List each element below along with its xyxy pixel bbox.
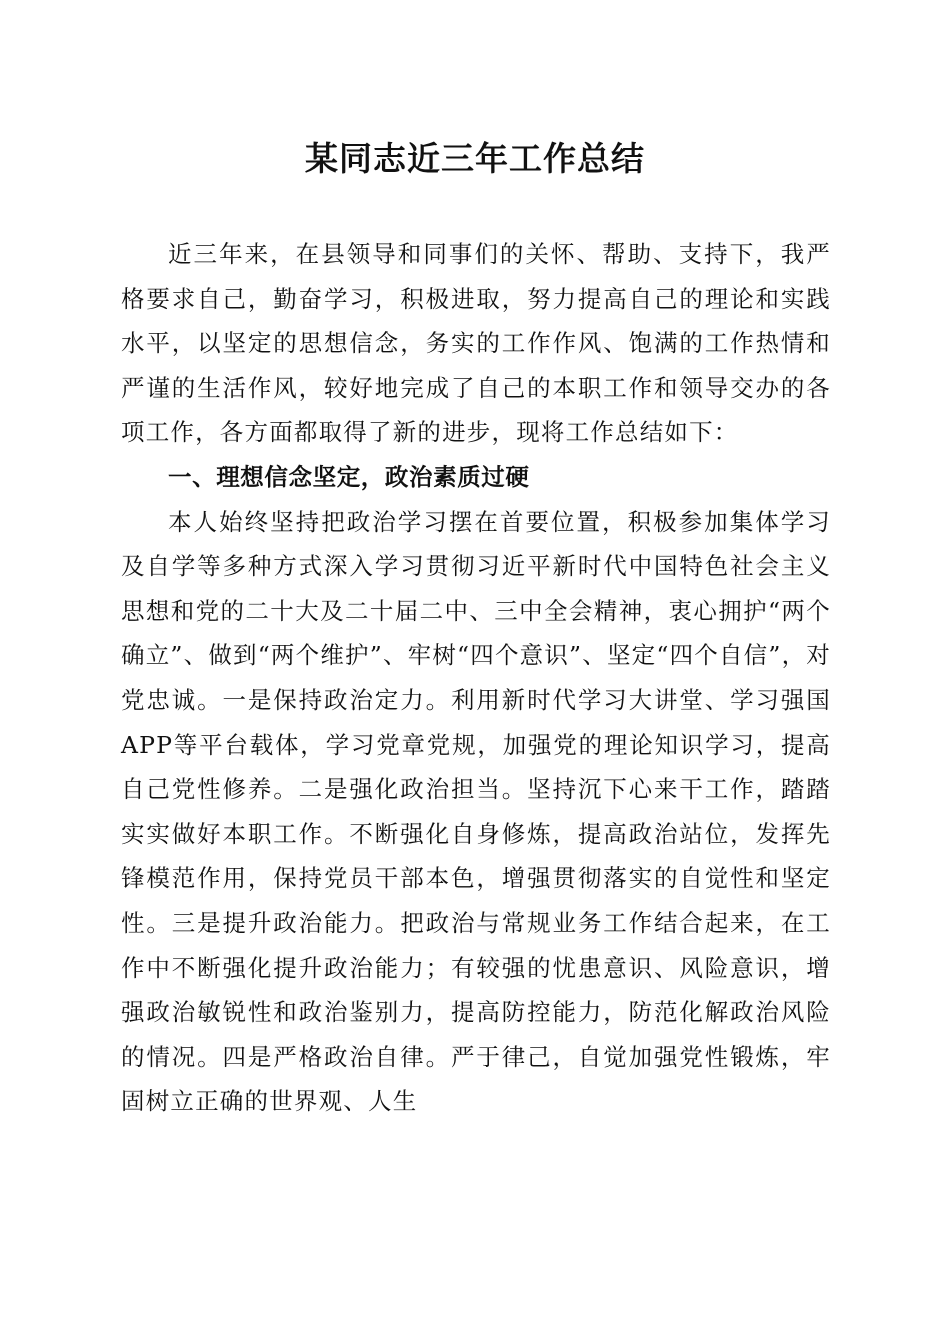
section-paragraph: 本人始终坚持把政治学习摆在首要位置，积极参加集体学习及自学等多种方式深入学习贯彻习近平新时代中国特色社会主义思想和党的二十大及二十届二中、三中全会精神，衷心拥护“两个确立”、做到“两个维护”、牢树“四个意识”、坚定“四个自信”，对党忠诚。一是保持政治定力。利用新时代学习大讲堂、学习强国APP等平台载体，学习党章党规，加强党的理论知识学习，提高自己党性修养。二是强化政治担当。坚持沉下心来干工作，踏踏实实做好本职工作。不断强化自身修炼，提高政治站位，发挥先锋模范作用，保持党员干部本色，增强贯彻落实的自觉性和坚定性。三是提升政治能力。把政治与常规业务工作结合起来，在工作中不断强化提升政治能力；有较强的忧患意识、风险意识，增强政治敏锐性和政治鉴别力，提高防控能力，防范化解政治风险的情况。四是严格政治自律。严于律己，自觉加强党性锻炼，牢固树立正确的世界观、人生 xyxy=(121,507,831,1116)
document-body xyxy=(121,232,831,1124)
intro-paragraph: 近三年来，在县领导和同事们的关怀、帮助、支持下，我严格要求自己，勤奋学习，积极进取，努力提高自己的理论和实践水平，以坚定的思想信念，务实的工作作风、饱满的工作热情和严谨的生活作风，较好地完成了自己的本职工作和领导交办的各项工作，各方面都取得了新的进步，现将工作总结如下： xyxy=(121,240,831,447)
page-title: 某同志近三年工作总结 xyxy=(305,139,645,178)
section-heading: 一、理想信念坚定，政治素质过硬 xyxy=(168,462,530,491)
